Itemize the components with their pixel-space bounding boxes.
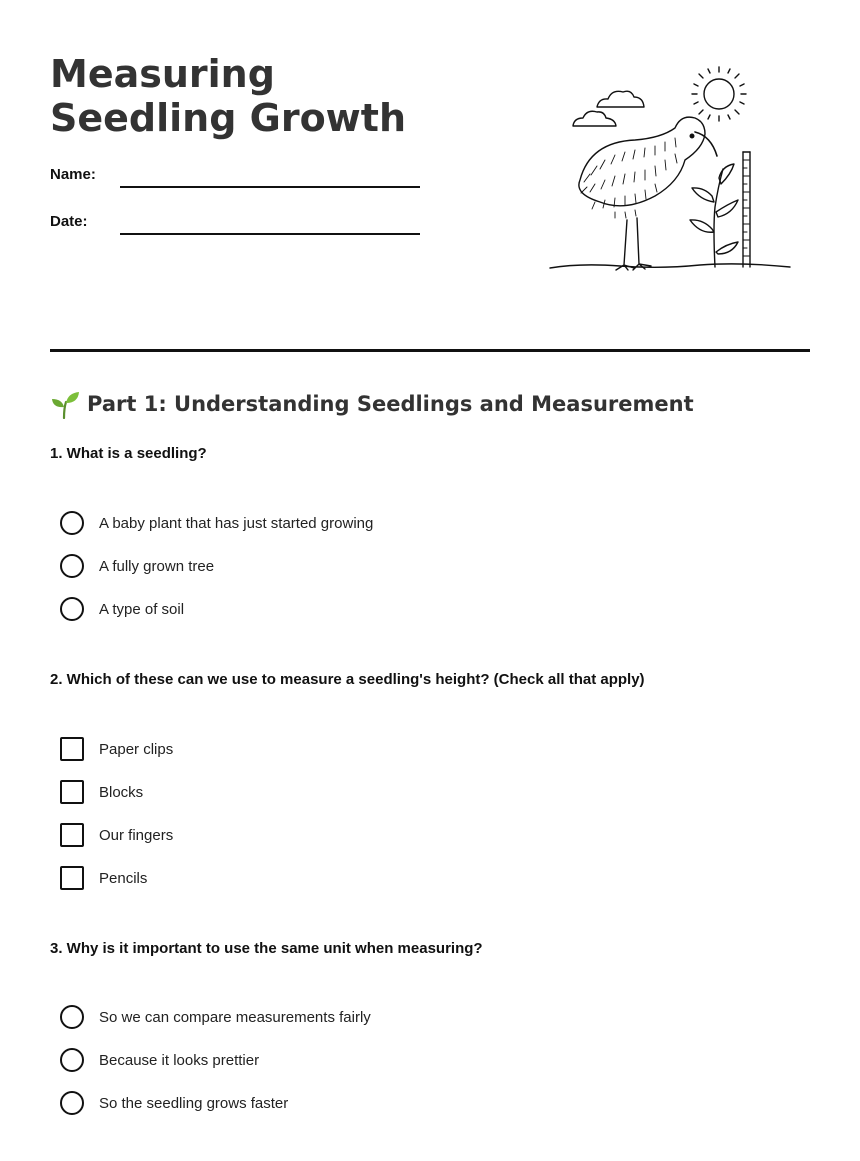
question-1: 1. What is a seedling? — [50, 445, 207, 462]
part1-title: Part 1: Understanding Seedlings and Measurement — [87, 392, 694, 416]
option-label: Because it looks prettier — [99, 1051, 260, 1069]
worksheet-title: Measuring Seedling Growth — [50, 52, 407, 140]
kiwi-seedling-illustration — [545, 62, 795, 277]
checkbox[interactable] — [60, 823, 84, 847]
radio-button[interactable] — [60, 1091, 84, 1115]
name-field[interactable] — [50, 166, 420, 190]
radio-button[interactable] — [60, 1048, 84, 1072]
q2-option-2[interactable] — [60, 779, 143, 805]
checkbox[interactable] — [60, 866, 84, 890]
option-label: So we can compare measurements fairly — [99, 1008, 371, 1026]
question-2: 2. Which of these can we use to measure a seedling's height? (Check all that apply) — [50, 671, 645, 688]
option-label: Pencils — [99, 869, 148, 887]
date-field[interactable] — [50, 213, 420, 237]
option-label: A baby plant that has just started growing — [99, 514, 374, 532]
name-input-line[interactable] — [120, 186, 420, 188]
radio-button[interactable] — [60, 1005, 84, 1029]
q3-option-3[interactable] — [60, 1090, 288, 1116]
checkbox[interactable] — [60, 780, 84, 804]
checkbox[interactable] — [60, 737, 84, 761]
option-label: Paper clips — [99, 740, 174, 758]
section-divider — [50, 349, 810, 352]
option-label: A type of soil — [99, 600, 185, 618]
option-label: A fully grown tree — [99, 557, 215, 575]
question-3: 3. Why is it important to use the same unit when measuring? — [50, 940, 483, 957]
seedling-plant-icon — [690, 164, 738, 267]
q1-option-2[interactable] — [60, 553, 214, 579]
date-input-line[interactable] — [120, 233, 420, 235]
sprout-icon — [50, 389, 80, 419]
ruler-icon — [743, 152, 750, 267]
q3-option-1[interactable] — [60, 1004, 371, 1030]
q2-option-4[interactable] — [60, 865, 147, 891]
radio-button[interactable] — [60, 511, 84, 535]
q1-option-1[interactable] — [60, 510, 373, 536]
q1-option-3[interactable] — [60, 596, 184, 622]
option-label: So the seedling grows faster — [99, 1094, 289, 1112]
part1-heading — [50, 389, 694, 419]
option-label: Blocks — [99, 783, 144, 801]
q2-option-1[interactable] — [60, 736, 173, 762]
sun-icon — [692, 67, 746, 121]
cloud-icon — [573, 91, 644, 126]
q3-option-2[interactable] — [60, 1047, 259, 1073]
radio-button[interactable] — [60, 554, 84, 578]
name-label: Name: — [50, 166, 96, 183]
ground-line — [550, 264, 790, 268]
radio-button[interactable] — [60, 597, 84, 621]
q2-option-3[interactable] — [60, 822, 173, 848]
option-label: Our fingers — [99, 826, 174, 844]
date-label: Date: — [50, 213, 88, 230]
